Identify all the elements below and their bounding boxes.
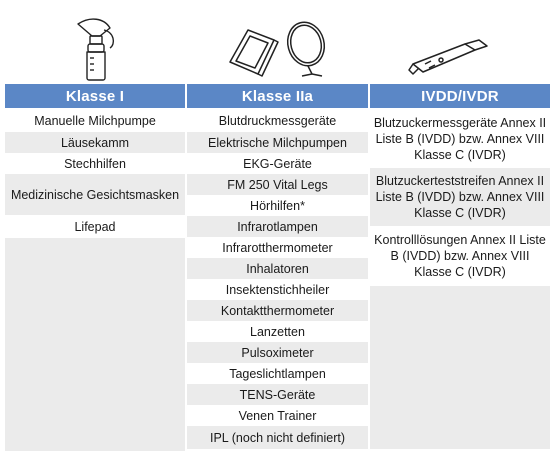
table-cell: Kontaktthermometer: [187, 300, 368, 321]
table-cell: Elektrische Milchpumpen: [187, 132, 368, 153]
column-ivdd-ivdr: [370, 84, 550, 449]
table-cell: Venen Trainer: [187, 405, 368, 426]
table-cell: Infrarotlampen: [187, 216, 368, 237]
table-cell: IPL (noch nicht definiert): [187, 426, 368, 449]
table-cell: Blutdruckmessgeräte: [187, 110, 368, 132]
table-cell: FM 250 Vital Legs: [187, 174, 368, 195]
table-cell: Infrarotthermometer: [187, 237, 368, 258]
column-header: Klasse I: [5, 84, 185, 108]
vital-monitor-icon: [222, 18, 342, 80]
table-cell: Insektenstichheiler: [187, 279, 368, 300]
test-strip-pen-icon: [405, 38, 495, 78]
table-filler: [5, 238, 185, 451]
table-filler: [370, 286, 550, 449]
table-cell: Inhalatoren: [187, 258, 368, 279]
table-cell: Kontrolllösungen Annex II Liste B (IVDD) bzw. Annex VIII Klasse C (IVDR): [370, 226, 550, 286]
column-klasse-1: [5, 84, 185, 451]
table-cell: Stechhilfen: [5, 153, 185, 174]
table-cell: Hörhilfen*: [187, 195, 368, 216]
table-cell: Pulsoximeter: [187, 342, 368, 363]
table-cell: TENS-Geräte: [187, 384, 368, 405]
table-cell: Läusekamm: [5, 132, 185, 153]
table-cell: Manuelle Milchpumpe: [5, 110, 185, 132]
column-header: IVDD/IVDR: [370, 84, 550, 108]
table-cell: Lanzetten: [187, 321, 368, 342]
table-cell: Medizinische Gesichtsmasken: [5, 174, 185, 215]
breast-pump-icon: [70, 14, 120, 82]
column-header: Klasse IIa: [187, 84, 368, 108]
table-cell: Tageslichtlampen: [187, 363, 368, 384]
table-cell: Blutzuckerteststreifen Annex II Liste B (IVDD) bzw. Annex VIII Klasse C (IVDR): [370, 168, 550, 226]
table-cell: Blutzuckermessgeräte Annex II Liste B (IVDD) bzw. Annex VIII Klasse C (IVDR): [370, 110, 550, 168]
table-cell: EKG-Geräte: [187, 153, 368, 174]
column-klasse-2a: [187, 84, 368, 449]
table-cell: Lifepad: [5, 215, 185, 238]
